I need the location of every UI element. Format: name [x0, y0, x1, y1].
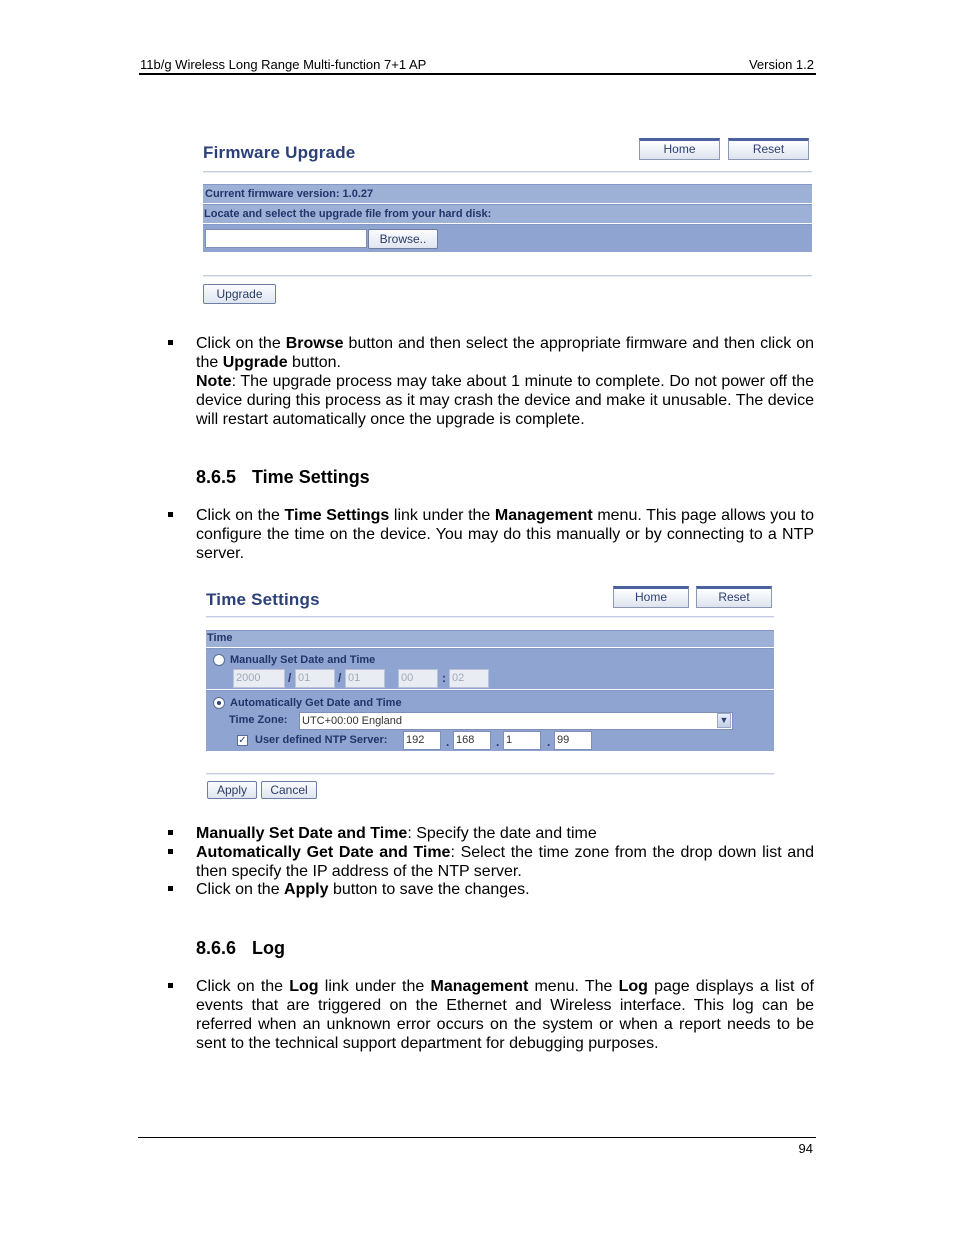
- section-heading-time-settings: [196, 467, 370, 488]
- section-number: 8.6.6: [196, 938, 237, 958]
- timezone-select[interactable]: [299, 712, 733, 730]
- bullet-marker: [168, 512, 176, 520]
- auto-time-label: Automatically Get Date and Time: [230, 697, 402, 709]
- bullet-marker: [168, 340, 176, 348]
- apply-description: [196, 880, 814, 899]
- manual-time-group: [206, 648, 774, 689]
- text-run: : Select the time zone from the drop down list and then specify the IP address of the NTP server.: [196, 844, 815, 880]
- firmware-panel-title: Firmware Upgrade: [203, 143, 356, 162]
- time-settings-term: Time Settings: [284, 507, 390, 524]
- text-run: : Specify the date and time: [407, 825, 597, 842]
- locate-file-bar: [203, 204, 812, 223]
- date-separator: /: [288, 671, 292, 685]
- text-run: Click on the: [196, 507, 285, 524]
- manual-time-radio[interactable]: [213, 654, 225, 666]
- home-button[interactable]: Home: [639, 138, 720, 160]
- month-field[interactable]: 01: [295, 669, 335, 688]
- manual-time-term: Manually Set Date and Time: [196, 825, 408, 842]
- locate-file-label: Locate and select the upgrade file from your hard disk:: [204, 208, 492, 220]
- note-label: Note: [196, 373, 232, 390]
- text-run: Click on the: [196, 881, 285, 898]
- text-run: button and then select the appropriate firmware and then click on the: [196, 335, 814, 371]
- bullet-marker: [168, 886, 176, 894]
- management-term: Management: [494, 507, 593, 524]
- page-header: [139, 56, 816, 75]
- title-divider: [206, 616, 774, 618]
- section-title: Log: [252, 938, 285, 958]
- upgrade-button[interactable]: Upgrade: [203, 284, 276, 304]
- note-text: : The upgrade process may take about 1 minute to complete. Do not power off the device during this process as it may crash the device and make it unusable. The device will restart automatically once the upgrade is complete.: [196, 373, 814, 428]
- apply-term: Apply: [284, 881, 329, 898]
- text-run: page displays a list of events that are triggered on the Ethernet and Wireless interface. This log can be referred when an unknown error occurs on the system or when a report needs to be sent to the technical support department for debugging purposes.: [196, 978, 815, 1052]
- firmware-file-input[interactable]: [205, 229, 367, 248]
- current-firmware-version: Current firmware version: 1.0.27: [205, 188, 374, 200]
- date-separator: /: [338, 671, 342, 685]
- text-run: menu. The: [528, 978, 619, 995]
- ntp-octet-4[interactable]: 99: [554, 731, 592, 750]
- text-run: Click on the: [196, 978, 290, 995]
- timezone-label: Time Zone:: [229, 714, 288, 726]
- browse-term: Browse: [285, 335, 344, 352]
- document-title: 11b/g Wireless Long Range Multi-function 7+1 AP: [140, 57, 427, 72]
- firmware-instructions: [196, 334, 814, 429]
- apply-button[interactable]: Apply: [207, 781, 257, 799]
- ip-separator: .: [496, 735, 500, 749]
- current-version-bar: [203, 184, 812, 203]
- log-intro: [196, 977, 814, 1053]
- time-panel-title: Time Settings: [206, 590, 320, 609]
- auto-time-term: Automatically Get Date and Time: [196, 844, 451, 861]
- auto-time-radio[interactable]: [213, 697, 225, 709]
- chevron-down-icon[interactable]: ▼: [717, 713, 731, 728]
- section-number: 8.6.5: [196, 467, 237, 487]
- file-select-bar: [203, 224, 812, 252]
- bullet-marker: [168, 983, 176, 991]
- document-version: Version 1.2: [748, 57, 814, 72]
- page-number: 94: [798, 1141, 813, 1156]
- browse-button[interactable]: Browse..: [368, 229, 438, 249]
- day-field[interactable]: 01: [345, 669, 385, 688]
- form-divider: [206, 773, 774, 775]
- title-divider: [203, 171, 812, 173]
- section-title: Time Settings: [252, 467, 370, 487]
- log-term: Log: [289, 978, 319, 995]
- upgrade-term: Upgrade: [222, 354, 288, 371]
- ntp-octet-3[interactable]: 1: [503, 731, 541, 750]
- text-run: menu. This page allows you to configure the time on the device. You may do this manually or by connecting to a NTP server.: [196, 507, 814, 562]
- ntp-checkbox[interactable]: ✓: [238, 735, 247, 746]
- text-run: link under the: [318, 978, 431, 995]
- text-run: button to save the changes.: [328, 881, 530, 898]
- minute-field[interactable]: 02: [449, 669, 489, 688]
- time-section-bar: [206, 630, 774, 647]
- text-run: Click on the: [196, 335, 286, 352]
- timezone-value: UTC+00:00 England: [302, 715, 402, 727]
- management-term: Management: [430, 978, 529, 995]
- bullet-marker: [168, 849, 176, 857]
- section-heading-log: [196, 938, 285, 959]
- ntp-server-label: User defined NTP Server:: [255, 734, 388, 746]
- auto-time-group: [206, 690, 774, 751]
- ip-separator: .: [446, 735, 450, 749]
- reset-button[interactable]: Reset: [728, 138, 809, 160]
- year-field[interactable]: 2000: [233, 669, 285, 688]
- cancel-button[interactable]: Cancel: [261, 781, 317, 799]
- bullet-marker: [168, 830, 176, 838]
- hour-field[interactable]: 00: [398, 669, 438, 688]
- text-run: link under the: [389, 507, 495, 524]
- reset-button[interactable]: Reset: [696, 586, 772, 608]
- ntp-octet-2[interactable]: 168: [453, 731, 491, 750]
- manual-time-label: Manually Set Date and Time: [230, 654, 376, 666]
- ntp-octet-1[interactable]: 192: [403, 731, 441, 750]
- time-section-label: Time: [207, 632, 233, 644]
- ip-separator: .: [547, 735, 551, 749]
- home-button[interactable]: Home: [613, 586, 689, 608]
- auto-time-description: [196, 843, 814, 881]
- log-term: Log: [618, 978, 648, 995]
- time-separator: :: [442, 671, 446, 685]
- time-settings-intro: [196, 506, 814, 563]
- footer-divider: [138, 1137, 816, 1138]
- manual-time-description: [196, 824, 814, 843]
- form-divider: [203, 275, 812, 277]
- text-run: button.: [287, 354, 341, 371]
